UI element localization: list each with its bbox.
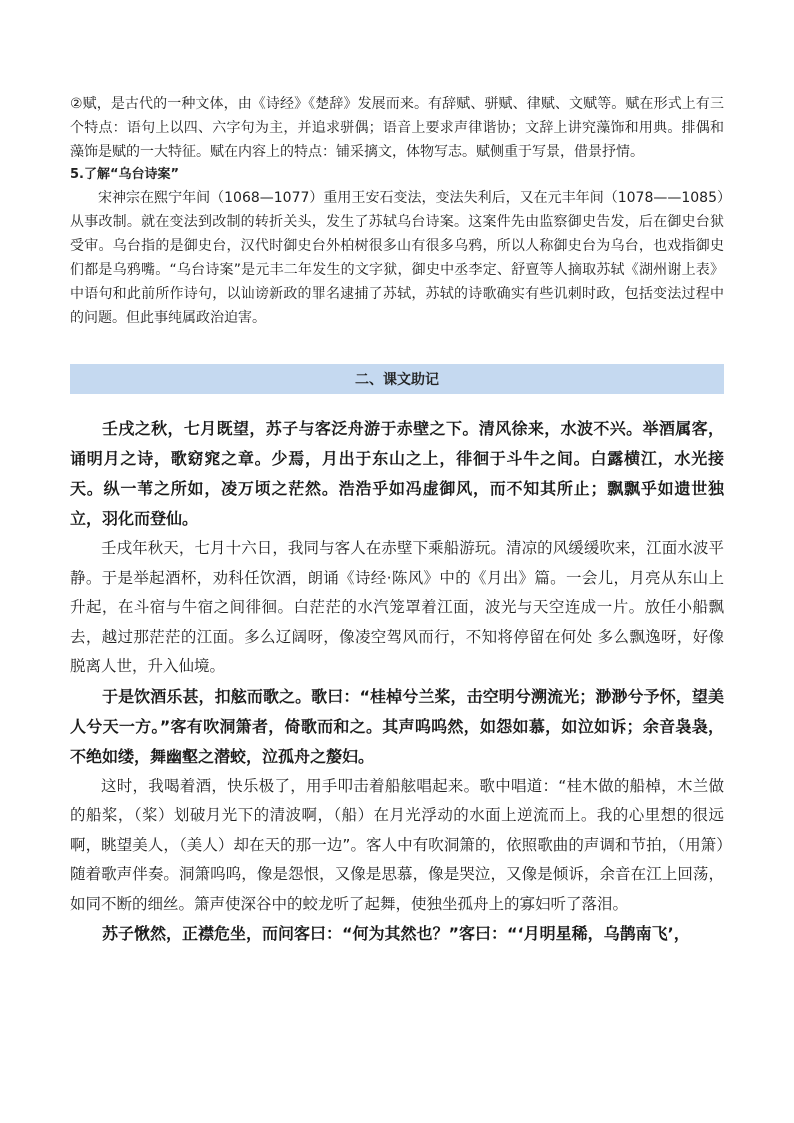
translation-paragraph-2: 这时，我喝着酒，快乐极了，用手叩击着船舷唱起来。歌中唱道：“桂木做的船棹，木兰做的船桨，（桨）划破月光下的清波啊，（船）在月光浮动的水面上逆流而上。我的心里想的很远啊，眺望美人，（美人）却在天的那一边”。客人中有吹洞箫的，依照歌曲的声调和节拍，（用箫）随着歌声伴奏。洞箫呜呜，像是怨恨，又像是思慕，像是哭泣，又像是倾诉，余音在江上回荡，如同不断的细丝。箫声使深谷中的蛟龙听了起舞，使独坐孤舟上的寡妇听了落泪。 — [70, 776, 724, 913]
wutai-heading: 5.了解“乌台诗案” — [70, 167, 180, 182]
wutai-paragraph: 宋神宗在熙宁年间（1068—1077）重用王安石变法，变法失利后，又在元丰年间（1078——1085）从事改制。就在变法到改制的转折关头，发生了苏轼乌台诗案。这案件先由监察御史告发，后在御史台狱受审。乌台指的是御史台，汉代时御史台外柏树很多山有很多乌鸦，所以人称御史台为乌台，也戏指御史们都是乌鸦嘴。“乌台诗案”是元丰二年发生的文字狱，御史中丞李定、舒亶等人摘取苏轼《湖州谢上表》中语句和此前所作诗句，以讪谤新政的罪名逮捕了苏轼，苏轼的诗歌确实有些讥刺时政，包括变法过程中的问题。但此事纯属政治迫害。 — [70, 190, 724, 326]
page-content — [70, 92, 724, 949]
original-text-paragraph-3: 苏子愀然，正襟危坐，而问客曰：“何为其然也？”客曰：“‘月明星稀，乌鹊南飞’， — [102, 924, 690, 943]
section-title: 二、课文助记 — [355, 372, 439, 388]
original-text-paragraph-2: 于是饮酒乐甚，扣舷而歌之。歌曰：“桂棹兮兰桨，击空明兮溯流光；渺渺兮予怀，望美人兮天一方。”客有吹洞箫者，倚歌而和之。其声呜呜然，如怨如慕，如泣如诉；余音袅袅，不绝如缕，舞幽壑之潜蛟，泣孤舟之嫠妇。 — [70, 686, 724, 766]
section-title-bar — [70, 364, 724, 394]
translation-paragraph-1: 壬戌年秋天，七月十六日，我同与客人在赤壁下乘船游玩。清凉的风缓缓吹来，江面水波平静。于是举起酒杯，劝科任饮酒，朗诵《诗经·陈风》中的《月出》篇。一会儿，月亮从东山上升起，在斗宿与牛宿之间徘徊。白茫茫的水汽笼罩着江面，波光与天空连成一片。放任小船飘去，越过那茫茫的江面。多么辽阔呀，像凌空驾风而行，不知将停留在何处 多么飘逸呀，好像脱离人世，升入仙境。 — [70, 539, 724, 675]
original-text-paragraph-1: 壬戌之秋，七月既望，苏子与客泛舟游于赤壁之下。清风徐来，水波不兴。举酒属客，诵明月之诗，歌窈窕之章。少焉，月出于东山之上，徘徊于斗牛之间。白露横江，水光接天。纵一苇之所如，凌万顷之茫然。浩浩乎如冯虚御风，而不知其所止；飘飘乎如遗世独立，羽化而登仙。 — [70, 419, 724, 528]
fu-note-paragraph: ②赋，是古代的一种文体，由《诗经》《楚辞》发展而来。有辞赋、骈赋、律赋、文赋等。赋在形式上有三个特点：语句上以四、六字句为主，并追求骈偶；语音上要求声律谐协；文辞上讲究藻饰和用典。排偶和藻饰是赋的一大特征。赋在内容上的特点：铺采摛文，体物写志。赋侧重于写景，借景抒情。 — [70, 96, 724, 160]
